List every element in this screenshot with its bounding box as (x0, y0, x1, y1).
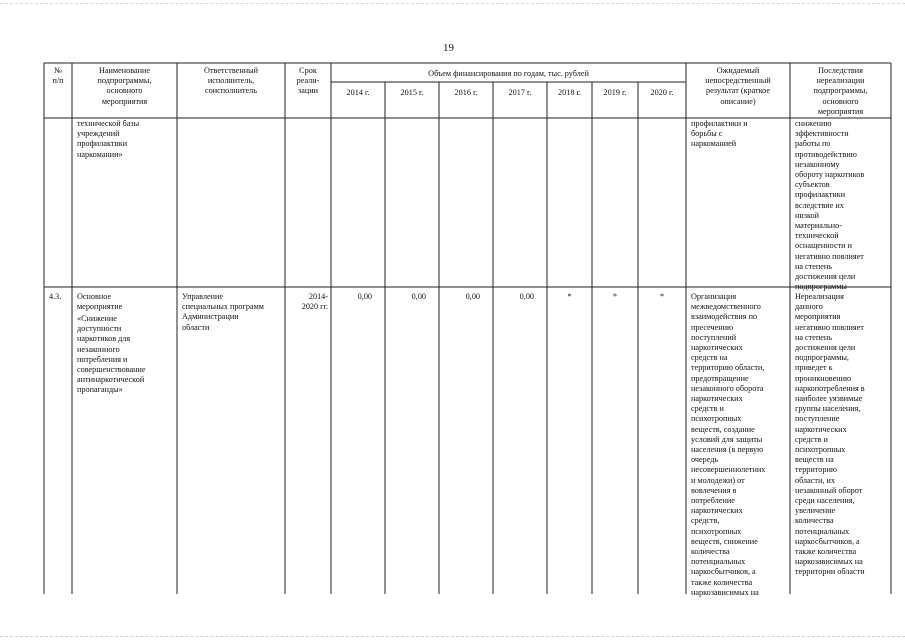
header-year-2020: 2020 г. (650, 88, 674, 97)
row-4-3-result: Организация межведомственного взаимодействия по пресечению поступлений наркотических средств на территорию области, предотвращение незаконного оборота наркотических средств и психотропных веществ, создание условий для защиты населения (в первую очередь несовершеннолетних и молодежи) от вовлечения в потребление наркотических средств, психотропных веществ, снижение количества потенциальных наркосбытчиков, а также количества наркозависимых на (691, 292, 766, 597)
row-4-3-executor: Управление специальных программ Администрации области (182, 292, 264, 332)
row-4-3-value-2015: 0,00 (411, 292, 426, 301)
row-4-3-value-2019: * (612, 292, 618, 301)
row-4-3-name: «Снижение доступности наркотиков для незаконного потребления и совершенствование антинаркотической пропаганды» (77, 314, 146, 395)
header-num: № п/п (52, 66, 64, 86)
header-term: Срок реали- зации (296, 66, 320, 96)
header-name: Наименование подпрограммы, основного мероприятия (97, 66, 152, 106)
header-year-2015: 2015 г. (400, 88, 424, 97)
header-year-2017: 2017 г. (508, 88, 532, 97)
page-number: 19 (443, 42, 454, 54)
cont-row-consequences: снижению эффективности работы по противодействию незаконному обороту наркотиков субъектов профилактики вследствие их низкой материально- технической оснащенности и негативно повлияет на степень достижения цели подпрограммы (795, 119, 865, 292)
header-year-2016: 2016 г. (454, 88, 478, 97)
header-year-2014: 2014 г. (346, 88, 370, 97)
row-4-3-consequences: Нереализация данного мероприятия негативно повлияет на степень достижения цели подпрограммы, приведет к проникновению наркопотребления в наиболее уязвимые группы населения, поступление наркотических средств и психотропных веществ на территорию области, их незаконный оборот среди населения, увеличение количества потенциальных наркосбытчиков, а также количества наркозависимых на территории области (795, 292, 865, 577)
row-4-3-value-2018: * (567, 292, 572, 301)
header-result: Ожидаемый непосредственный результат (краткое описание) (705, 66, 771, 106)
row-4-3-value-2014: 0,00 (357, 292, 372, 301)
header-executor: Ответственный исполнитель, соисполнитель (204, 66, 258, 96)
cont-row-result: профилактики и борьбы с наркоманией (691, 119, 748, 149)
row-4-3-term: 2014- 2020 гг. (301, 292, 328, 312)
row-4-3-value-2020: * (659, 292, 665, 301)
row-4-3-value-2016: 0,00 (465, 292, 480, 301)
row-4-3-num: 4.3. (49, 292, 62, 301)
row-4-3-name-title: Основное мероприятие (77, 292, 123, 312)
row-4-3-value-2017: 0,00 (519, 292, 534, 301)
cont-row-name: технической базы учреждений профилактики наркомании» (77, 119, 140, 159)
header-year-2019: 2019 г. (603, 88, 627, 97)
header-funding-group: Объем финансирования по годам, тыс. рублей (428, 69, 589, 78)
header-consequences: Последствия нереализации подпрограммы, основного мероприятия (813, 66, 868, 116)
header-year-2018: 2018 г. (558, 88, 581, 97)
